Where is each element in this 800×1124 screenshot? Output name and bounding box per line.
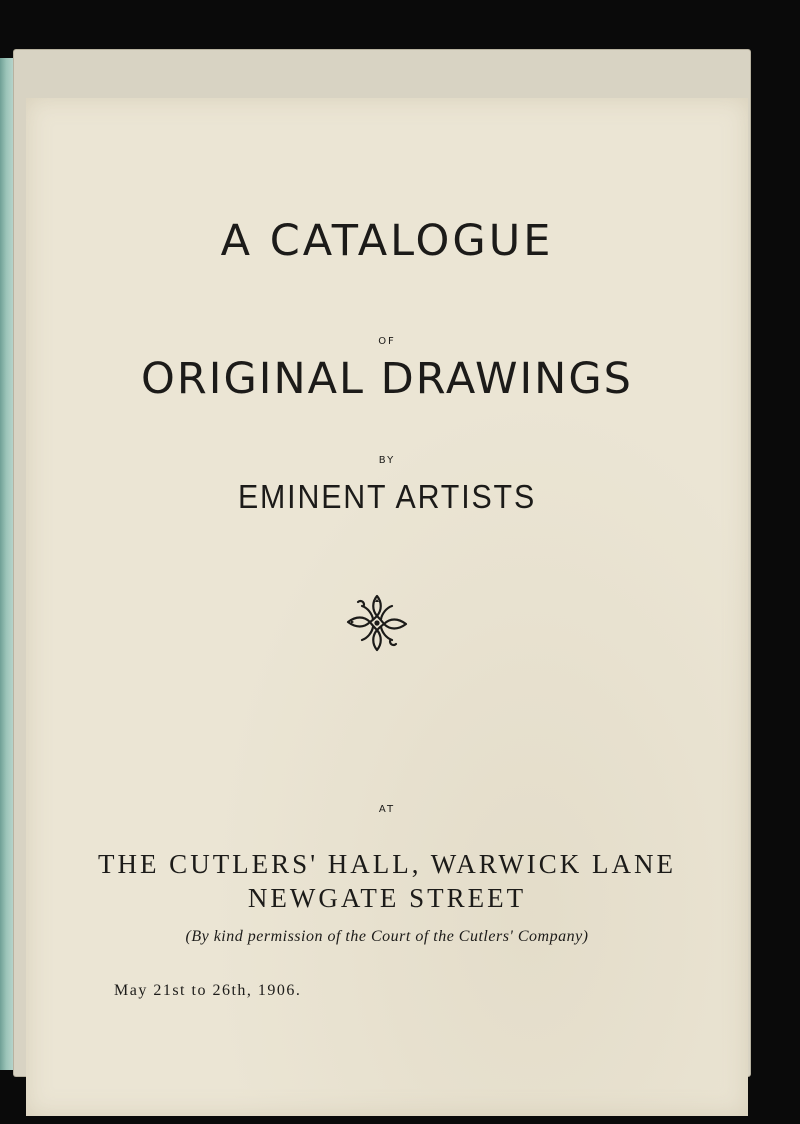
floral-ornament-icon — [342, 588, 412, 658]
drawings-heading: ORIGINAL DRAWINGS — [141, 354, 633, 404]
title-page — [26, 98, 748, 1116]
green-cover-edge — [0, 58, 14, 1070]
at-connector: AT — [378, 804, 396, 815]
venue-line-2: NEWGATE STREET — [247, 883, 527, 913]
by-connector: BY — [378, 455, 396, 466]
permission-note: (By kind permission of the Court of the Cutlers' Company) — [185, 928, 589, 945]
of-connector: OF — [378, 336, 396, 347]
artists-heading: EMINENT ARTISTS — [237, 478, 537, 515]
venue-line-1: THE CUTLERS' HALL, WARWICK LANE — [97, 849, 677, 879]
page-stack — [14, 50, 750, 1076]
catalogue-title: A CATALOGUE — [220, 216, 554, 266]
exhibition-dates: May 21st to 26th, 1906. — [114, 982, 302, 999]
